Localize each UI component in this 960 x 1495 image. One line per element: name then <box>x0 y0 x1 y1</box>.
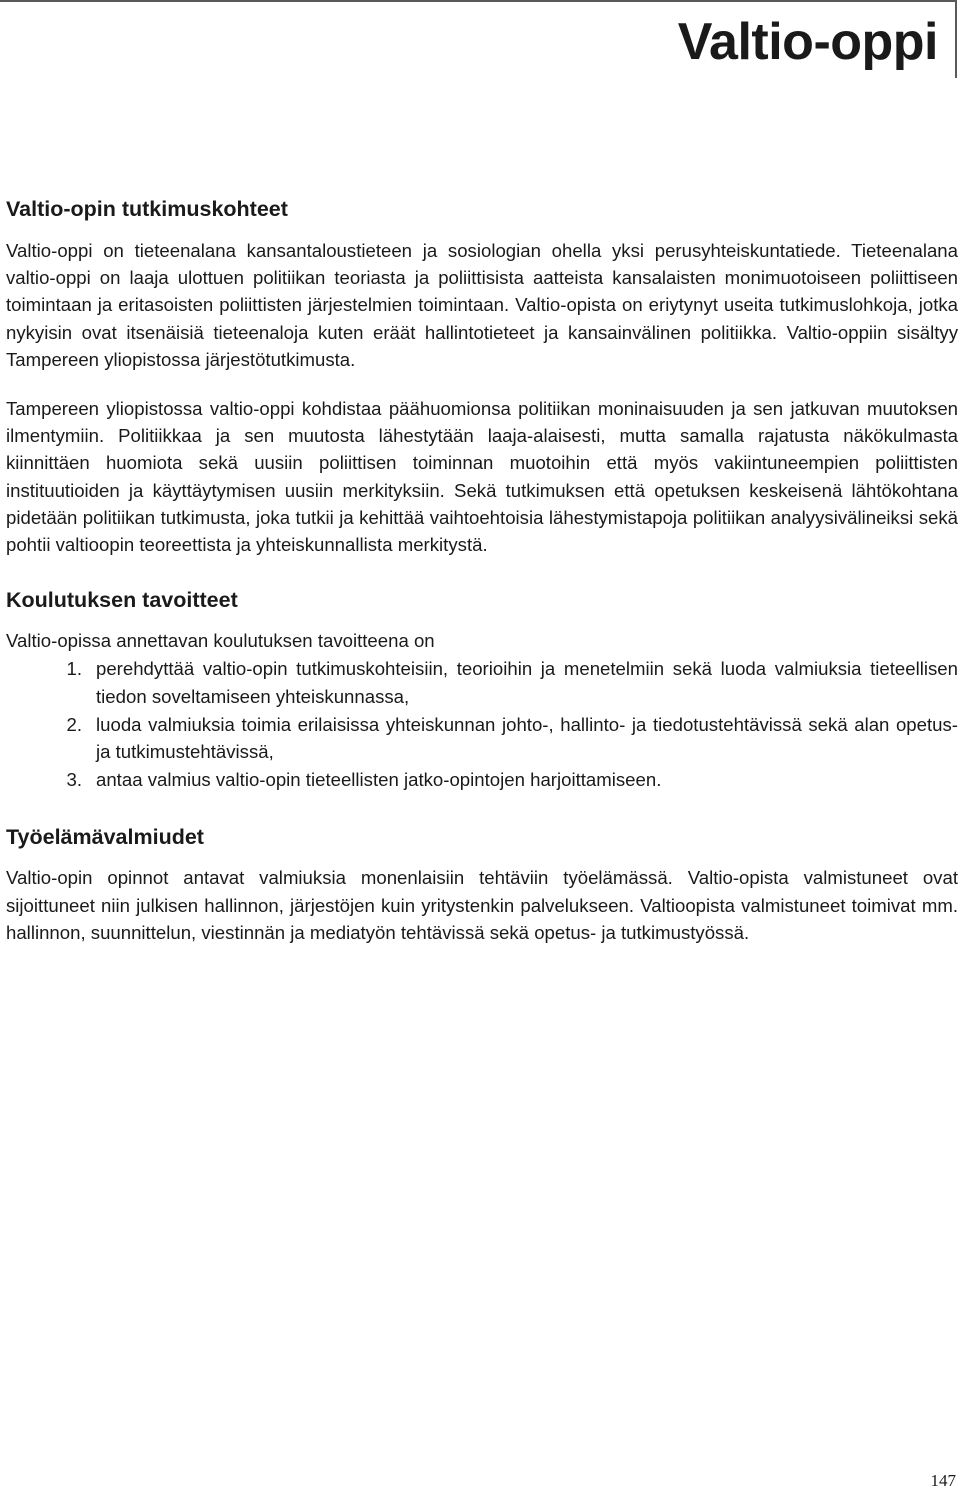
page-content <box>6 194 958 946</box>
goals-list-item <box>6 711 958 765</box>
list-item-number: 2. <box>66 713 82 735</box>
list-item-number: 3. <box>66 769 82 791</box>
section-heading-goals: Koulutuksen tavoitteet <box>6 588 238 613</box>
section-heading-careers: Työelämävalmiudet <box>6 825 204 850</box>
goals-list-item <box>6 655 958 709</box>
section-heading-research: Valtio-opin tutkimuskohteet <box>6 197 288 221</box>
page-number: 147 <box>930 1471 956 1490</box>
list-item-text: antaa valmius valtio-opin tieteellisten jatko-opintojen harjoittamiseen. <box>96 769 662 791</box>
goals-intro: Valtio-opissa annettavan koulutuksen tavoitteena on <box>6 630 435 652</box>
research-paragraph-2: Tampereen yliopistossa valtio-oppi kohdistaa päähuomionsa politiikan moninaisuuden ja sen jatkuvan muutoksen ilmentymiin. Politiikkaa ja sen muutosta lähestytään laaja-alaisesti, mutta samalla rajatusta näkökulmasta kiinnittäen huomiota sekä uusiin poliittisen toiminnan muotoihin että myös vakiintuneempien poliittisten instituutioiden ja käyttäytymisen uusiin merkityksiin. Sekä tutkimuksen että opetuksen keskeisenä lähtökohtana pidetään politiikan tutkimusta, joka tutkii ja kehittää vaihtoehtoisia lähestymistapoja politiikan analyysivälineiksi sekä pohtii valtioopin teoreettista ja yhteiskunnallista merkitystä. <box>6 398 958 556</box>
list-item-text: luoda valmiuksia toimia erilaisissa yhteiskunnan johto-, hallinto- ja tiedotustehtävissä sekä alan opetus- ja tutkimustehtävissä, <box>96 713 958 763</box>
page-title: Valtio-oppi <box>677 13 938 71</box>
goals-list <box>6 655 958 793</box>
research-paragraph-1: Valtio-oppi on tieteenalana kansantaloustieteen ja sosiologian ohella yksi perusyhteiskuntatiede. Tieteenalana valtio-oppi on laaja ulottuen politiikan teoriasta ja poliittisista aatteista kansalaisten monimuotoiseen poliittiseen toimintaan ja eritasoisten poliittisten järjestelmien toimintaan. Valtio-opista on eriytynyt useita tutkimuslohkoja, jotka nykyisin ovat itsenäisiä tieteenaloja kuten eräät hallintotieteet ja kansainvälinen politiikka. Valtio-oppiin sisältyy Tampereen yliopistossa järjestötutkimusta. <box>6 240 958 370</box>
list-item-number: 1. <box>66 658 82 680</box>
list-item-text: perehdyttää valtio-opin tutkimuskohteisiin, teorioihin ja menetelmiin sekä luoda valmiuksia tieteellisen tiedon soveltamiseen yhteiskunnassa, <box>96 658 958 707</box>
goals-list-item <box>6 766 958 793</box>
careers-paragraph: Valtio-opin opinnot antavat valmiuksia monenlaisiin tehtäviin työelämässä. Valtio-opista valmistuneet ovat sijoittuneet niin julkisen hallinnon, järjestöjen kuin yritystenkin palvelukseen. Valtioopista valmistuneet toimivat mm. hallinnon, suunnittelun, viestinnän ja mediatyön tehtävissä sekä opetus- ja tutkimustyössä. <box>6 867 958 943</box>
